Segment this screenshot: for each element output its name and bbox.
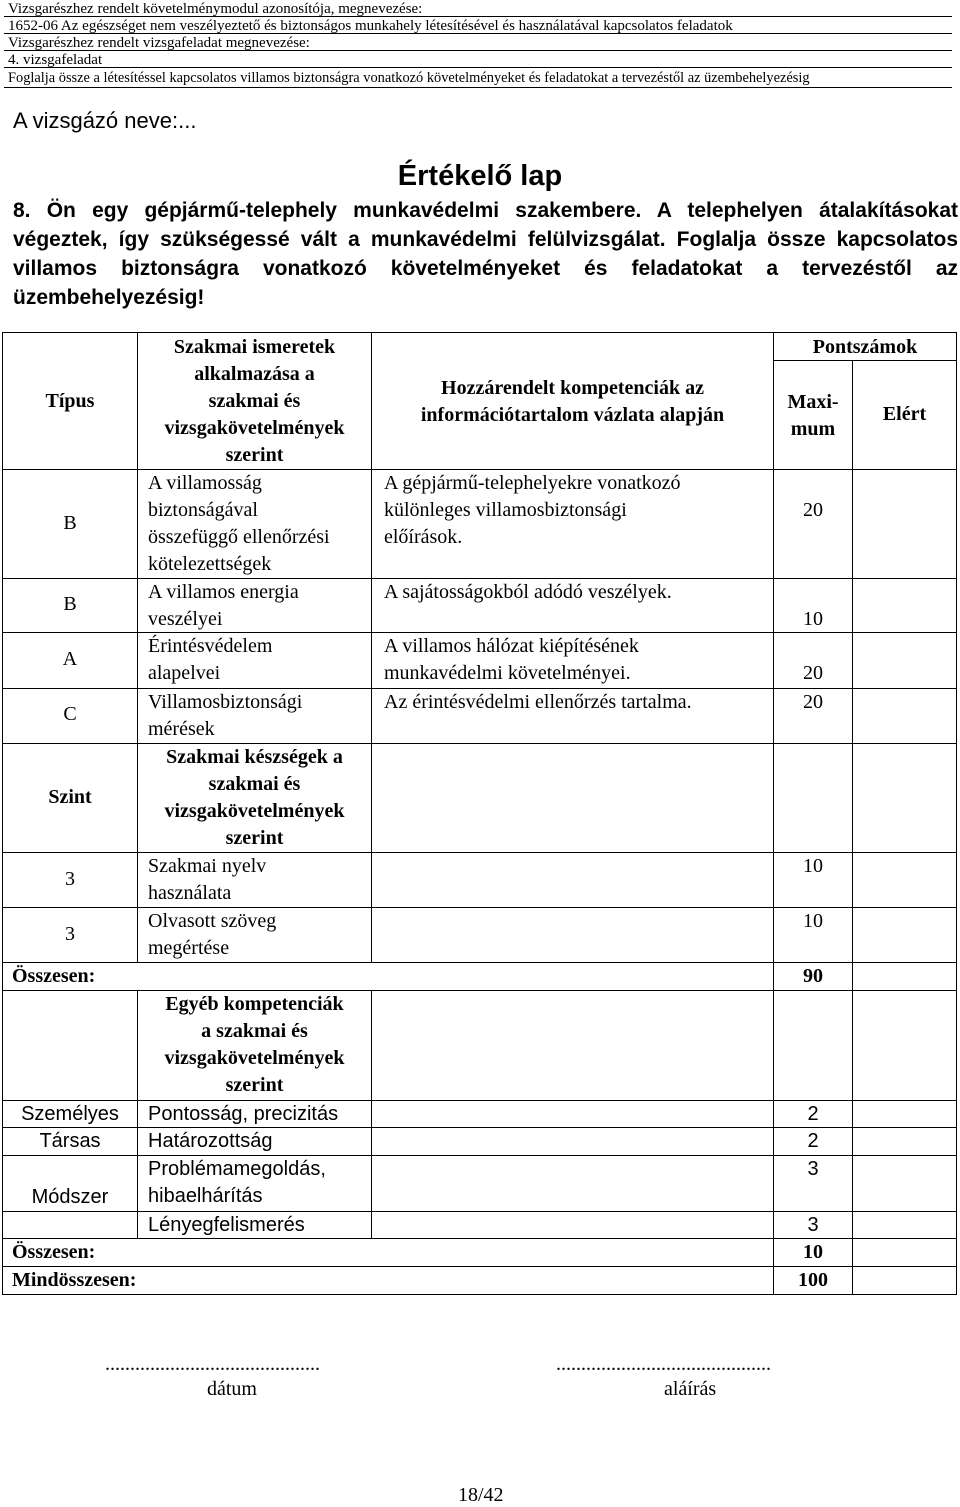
row-type: C: [63, 703, 77, 725]
task-line-1: 8. Ön egy gépjármű-telephely munkavédelmi szakembere. A telephelyen átalakításokat: [13, 199, 958, 222]
header-text: szerint: [225, 444, 284, 466]
row-max-points: 20: [803, 662, 823, 684]
competence-category: Módszer: [31, 1186, 109, 1208]
skills-header: [138, 744, 371, 852]
cell-text: A villamos hálózat kiépítésének: [384, 635, 639, 657]
competence-max-points: 2: [807, 1103, 819, 1125]
cell-text: A gépjármű-telephelyekre vonatkozó: [384, 472, 681, 494]
row-knowledge: [148, 633, 272, 687]
header-text: Szakmai készségek a: [166, 746, 343, 768]
competence-max-points: 2: [807, 1130, 819, 1152]
task-line-4: üzembehelyezésig!: [13, 286, 205, 309]
total-label: Mindösszesen:: [12, 1269, 137, 1291]
competence-category: Társas: [39, 1130, 101, 1152]
competence-max-points: 3: [807, 1214, 819, 1236]
cell-text: mérések: [148, 718, 215, 740]
row-type: B: [63, 512, 77, 534]
cell-text: használata: [148, 882, 232, 904]
row-competence: [384, 470, 681, 551]
header-text: Szakmai ismeretek: [173, 336, 336, 358]
header-text: vizsgakövetelmények: [164, 1047, 345, 1069]
cell-text: Olvasott szöveg: [148, 910, 277, 932]
row-knowledge: [148, 689, 302, 743]
header-task-label: Vizsgarészhez rendelt vizsgafeladat megnevezése:: [8, 35, 310, 51]
column-header-knowledge: [138, 334, 371, 469]
header-text: vizsgakövetelmények: [164, 417, 345, 439]
skill-name: [148, 908, 276, 962]
header-module-name: 1652-06 Az egészséget nem veszélyeztető és biztonságos munkahely létesítésével és használatával kapcsolatos feladatok: [8, 18, 733, 34]
subtotal-label: Összesen:: [12, 965, 96, 987]
header-text: vizsgakövetelmények: [164, 800, 345, 822]
header-text: Hozzárendelt kompetenciák az: [441, 377, 704, 399]
row-competence: Az érintésvédelmi ellenőrzés tartalma.: [384, 691, 692, 713]
other-competences-header: [138, 991, 371, 1099]
skill-level: 3: [65, 868, 75, 890]
header-text: mum: [790, 418, 836, 440]
subtotal-label: Összesen:: [12, 1241, 96, 1263]
header-text: szakmai és: [208, 390, 301, 412]
skill-level: 3: [65, 923, 75, 945]
competence-item: Pontosság, precizitás: [148, 1103, 339, 1125]
cell-text: Érintésvédelem: [148, 635, 273, 657]
competence-item: [148, 1156, 326, 1210]
date-label: dátum: [207, 1378, 257, 1400]
candidate-name-label: A vizsgázó neve:...: [13, 108, 197, 133]
date-dots: ...........................................: [105, 1353, 320, 1375]
column-header-type: Típus: [45, 390, 95, 412]
column-header-points: Pontszámok: [812, 336, 918, 358]
header-text: a szakmai és: [201, 1020, 308, 1042]
row-competence: [384, 633, 639, 687]
skill-max-points: 10: [803, 910, 823, 932]
cell-text: biztonságával: [148, 499, 258, 521]
subtotal-value: 90: [803, 965, 823, 987]
page-number: 18/42: [458, 1484, 504, 1506]
header-task-name: Foglalja össze a létesítéssel kapcsolatos villamos biztonságra vonatkozó követelményeket és feladatokat a tervezéstől az üzembehelyezésig: [8, 70, 810, 86]
cell-text: hibaelhárítás: [148, 1185, 263, 1207]
signature-label: aláírás: [664, 1378, 717, 1400]
cell-text: munkavédelmi követelményei.: [384, 662, 631, 684]
skill-name: [148, 853, 266, 907]
competence-item: Lényegfelismerés: [148, 1214, 305, 1236]
row-max-points: 20: [803, 691, 823, 713]
row-knowledge: [148, 579, 299, 633]
cell-text: különleges villamosbiztonsági: [384, 499, 627, 521]
cell-text: kötelezettségek: [148, 553, 272, 575]
row-type: B: [63, 593, 77, 615]
cell-text: A villamosság: [148, 472, 262, 494]
cell-text: összefüggő ellenőrzési: [148, 526, 330, 548]
skill-max-points: 10: [803, 855, 823, 877]
page-title: Értékelő lap: [397, 160, 563, 192]
competence-item: Határozottság: [148, 1130, 273, 1152]
column-header-competence: [372, 375, 773, 429]
signature-dots: ...........................................: [556, 1353, 771, 1375]
task-line-3: villamos biztonságra vonatkozó követelményeket és feladatokat a tervezéstől az: [13, 257, 958, 280]
column-header-maximum: [774, 389, 852, 443]
competence-category: Személyes: [21, 1103, 119, 1125]
header-text: Maxi-: [787, 391, 839, 413]
header-text: információtartalom vázlata alapján: [420, 404, 725, 426]
header-module-label: Vizsgarészhez rendelt követelménymodul azonosítója, megnevezése:: [8, 1, 423, 17]
cell-text: megértése: [148, 937, 230, 959]
row-knowledge: [148, 470, 330, 578]
competence-max-points: 3: [807, 1158, 819, 1180]
cell-text: Villamosbiztonsági: [148, 691, 303, 713]
column-header-achieved: Elért: [882, 403, 927, 425]
cell-text: veszélyei: [148, 608, 223, 630]
header-text: szerint: [225, 827, 284, 849]
row-type: A: [62, 648, 78, 670]
row-competence: A sajátosságokból adódó veszélyek.: [384, 581, 672, 603]
header-task-number: 4. vizsgafeladat: [8, 52, 103, 68]
header-text: alkalmazása a: [194, 363, 315, 385]
total-value: 100: [798, 1269, 828, 1291]
header-text: Egyéb kompetenciák: [165, 993, 344, 1015]
column-header-level: Szint: [48, 786, 92, 808]
cell-text: Problémamegoldás,: [148, 1158, 326, 1180]
cell-text: Szakmai nyelv: [148, 855, 267, 877]
cell-text: alapelvei: [148, 662, 221, 684]
row-max-points: 20: [803, 499, 823, 521]
header-text: szerint: [225, 1074, 284, 1096]
cell-text: A villamos energia: [148, 581, 299, 603]
subtotal-value: 10: [803, 1241, 823, 1263]
cell-text: előírások.: [384, 526, 463, 548]
task-line-2: végeztek, így szükségessé vált a munkavédelmi felülvizsgálat. Foglalja össze kapcsolatos: [13, 228, 958, 251]
header-text: szakmai és: [208, 773, 301, 795]
task-description: [13, 196, 958, 312]
row-max-points: 10: [803, 608, 823, 630]
